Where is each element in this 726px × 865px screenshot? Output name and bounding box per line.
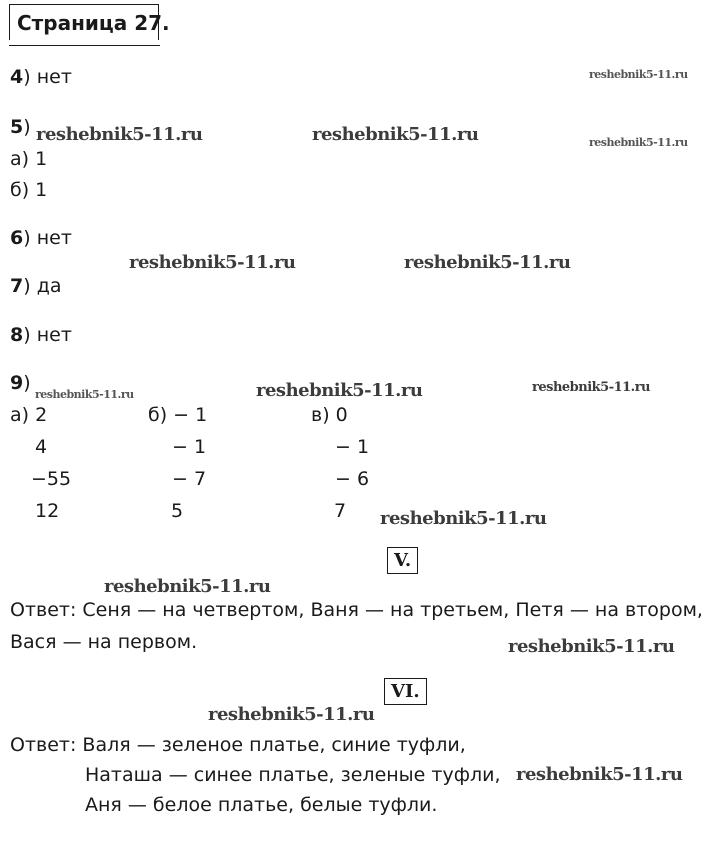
question-number: 7 <box>10 275 24 297</box>
question-5: 5) <box>10 116 31 138</box>
answer-line: Наташа — синее платье, зеленые туфли, <box>85 764 501 786</box>
watermark: reshebnik5-11.ru <box>380 508 547 529</box>
question-number: 5 <box>10 116 24 138</box>
question-9: 9) <box>10 372 31 394</box>
answer-cell: 5 <box>171 500 184 522</box>
answer-cell: − 7 <box>172 468 207 490</box>
answer-cell: 4 <box>35 436 48 458</box>
answer-cell: − 1 <box>335 436 370 458</box>
question-4: 4) нет <box>10 66 72 88</box>
question-6: 6) нет <box>10 227 72 249</box>
question-8: 8) нет <box>10 324 72 346</box>
watermark: reshebnik5-11.ru <box>516 764 683 785</box>
answer-line: Вася — на первом. <box>10 631 198 653</box>
watermark: reshebnik5-11.ru <box>104 576 271 597</box>
section-numeral: VI. <box>384 678 427 705</box>
watermark: reshebnik5-11.ru <box>35 388 134 401</box>
answer-text: нет <box>36 227 72 249</box>
watermark: reshebnik5-11.ru <box>256 380 423 401</box>
watermark: reshebnik5-11.ru <box>36 124 203 145</box>
answer-text: нет <box>36 66 72 88</box>
answer-cell: б) − 1 <box>148 404 208 426</box>
question-number: 4 <box>10 66 24 88</box>
answer-cell: − 1 <box>172 436 207 458</box>
answer-cell: 12 <box>35 500 60 522</box>
answer-cell: в) 0 <box>311 404 348 426</box>
answer-cell: − 6 <box>335 468 370 490</box>
answer-text: нет <box>36 324 72 346</box>
answer-line: Ответ: Валя — зеленое платье, синие туфли, <box>10 734 466 756</box>
watermark: reshebnik5-11.ru <box>312 124 479 145</box>
watermark: reshebnik5-11.ru <box>532 380 651 395</box>
answer-line: б) 1 <box>10 179 48 201</box>
answer-line: Аня — белое платье, белые туфли. <box>85 794 438 816</box>
section-numeral: V. <box>387 547 418 574</box>
question-7: 7) да <box>10 275 62 297</box>
watermark: reshebnik5-11.ru <box>208 704 375 725</box>
question-number: 6 <box>10 227 24 249</box>
answer-line: Ответ: Сеня — на четвертом, Ваня — на третьем, Петя — на втором, <box>10 599 703 621</box>
watermark: reshebnik5-11.ru <box>129 252 296 273</box>
answer-line: а) 1 <box>10 148 48 170</box>
question-number: 8 <box>10 324 24 346</box>
answer-text: да <box>36 275 62 297</box>
watermark: reshebnik5-11.ru <box>508 636 675 657</box>
answer-cell: а) 2 <box>10 404 48 426</box>
page-title: Страница 27. <box>17 11 170 35</box>
watermark: reshebnik5-11.ru <box>589 68 688 81</box>
question-number: 9 <box>10 372 24 394</box>
watermark: reshebnik5-11.ru <box>589 136 688 149</box>
watermark: reshebnik5-11.ru <box>404 252 571 273</box>
answer-cell: 7 <box>334 500 347 522</box>
answer-cell: −55 <box>31 468 72 490</box>
